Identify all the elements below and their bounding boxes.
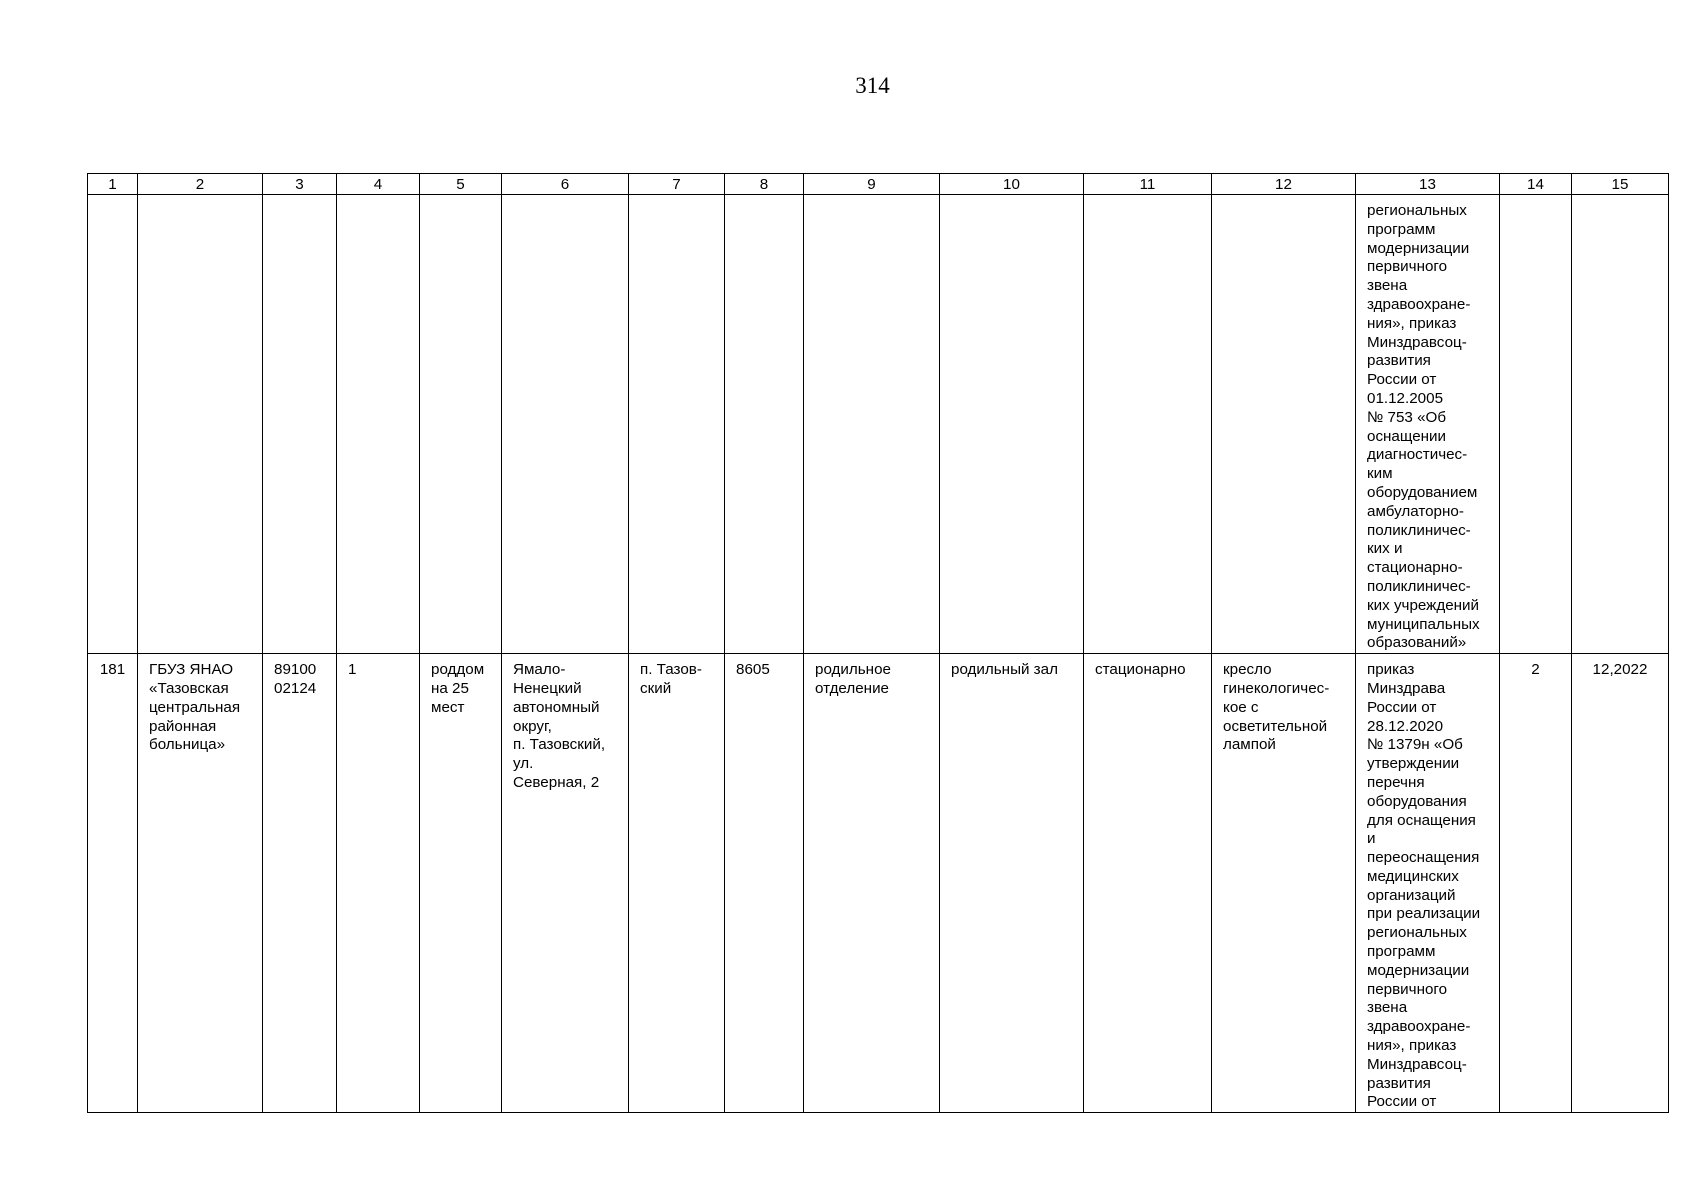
table-cell [1212,195,1356,654]
text-line: Ямало- [513,661,566,679]
table-row [88,654,1669,1113]
text-line: ния», приказ [1367,1037,1457,1055]
text-line: 01.12.2005 [1367,389,1444,407]
header-cell: 6 [502,174,629,195]
text-line: поликлиничес- [1367,521,1471,539]
text-line: амбулаторно- [1367,502,1464,520]
text-line: 02124 [274,679,317,697]
table-cell [804,195,940,654]
header-cell: 13 [1356,174,1500,195]
text-line: районная [149,717,217,735]
table-cell [725,654,804,1113]
table-cell [725,195,804,654]
text-line: развития [1367,352,1431,370]
table-cell [1084,195,1212,654]
header-cell: 12 [1212,174,1356,195]
care-type-cell [1084,654,1212,1113]
text-line: 12,2022 [1592,661,1648,679]
text-line: округ, [513,717,552,735]
text-line: для оснащения [1367,811,1476,829]
text-line: региональных [1367,202,1467,219]
header-cell: 7 [629,174,725,195]
facility-cell [420,654,502,1113]
table-cell [138,195,263,654]
text-line: России от [1367,1093,1437,1111]
text-line: «Тазовская [149,679,229,697]
text-line: п. Тазов- [640,661,702,679]
text-line: кресло [1223,661,1272,679]
text-line: лампой [1223,736,1276,754]
text-line: 8605 [736,661,770,679]
table-cell [1500,195,1572,654]
text-line: ким [1367,465,1393,483]
table-cell [88,195,138,654]
text-line: поликлиничес- [1367,577,1471,595]
address-cell [502,654,629,1113]
text-line: ких и [1367,540,1403,558]
text-line: Северная, 2 [513,773,600,791]
text-line: звена [1367,999,1408,1017]
text-line: медицинских [1367,867,1459,885]
text-line: 2 [1531,661,1540,679]
text-line: здравоохране- [1367,1018,1471,1036]
settlement-cell [629,654,725,1113]
text-line: центральная [149,698,241,716]
header-cell: 14 [1500,174,1572,195]
text-line: родильное [815,661,891,679]
text-line: звена [1367,277,1408,295]
header-row [88,174,1669,195]
table-cell [1572,195,1669,654]
quantity-cell [1500,654,1572,1113]
text-line: стационарно [1095,661,1186,679]
text-line: 1 [348,661,357,679]
text-line: региональных [1367,924,1467,942]
table-cell [502,195,629,654]
text-line: первичного [1367,258,1448,276]
header-cell: 3 [263,174,337,195]
text-line: утверждении [1367,755,1460,773]
text-line: оборудования [1367,792,1467,810]
text-line: п. Тазовский, [513,736,606,754]
text-line: стационарно- [1367,559,1463,577]
table-cell [337,654,420,1113]
header-cell: 10 [940,174,1084,195]
table-cell [629,195,725,654]
header-cell: 4 [337,174,420,195]
text-line: оснащении [1367,427,1447,445]
text-line: Минздравсоц- [1367,1055,1467,1073]
text-line: ГБУЗ ЯНАО [149,661,234,679]
text-line: России от [1367,371,1437,389]
text-line: Ненецкий [513,679,582,697]
text-line: ул. [513,755,534,773]
text-line: приказ [1367,661,1415,679]
text-line: и [1367,830,1376,848]
row-number-cell [88,654,138,1113]
text-line: муниципальных [1367,615,1480,633]
text-line: Минздрава [1367,679,1446,697]
text-line: развития [1367,1074,1431,1092]
text-line: образований» [1367,634,1467,652]
text-line: перечня [1367,773,1425,791]
date-cell [1572,654,1669,1113]
header-cell: 2 [138,174,263,195]
text-line: диагностичес- [1367,446,1468,464]
text-line: № 753 «Об [1367,408,1447,426]
text-line: организаций [1367,886,1456,904]
text-line: России от [1367,698,1437,716]
text-line: автономный [513,698,600,716]
text-line: мест [431,698,465,716]
text-line: модернизации [1367,961,1470,979]
text-line: 89100 [274,661,317,679]
text-line: № 1379н «Об [1367,736,1463,754]
text-line: ких учреждений [1367,596,1479,614]
table-cell [263,195,337,654]
text-line: первичного [1367,980,1448,998]
text-line: роддом [431,661,485,679]
header-cell: 8 [725,174,804,195]
text-line: гинекологичес- [1223,679,1330,697]
text-line: 181 [99,661,126,679]
header-cell: 15 [1572,174,1669,195]
text-line: переоснащения [1367,849,1480,867]
equipment-cell [1212,654,1356,1113]
header-cell: 11 [1084,174,1212,195]
text-line: больница» [149,736,226,754]
text-line: 28.12.2020 [1367,717,1444,735]
organization-cell [138,654,263,1113]
text-line: Минздравсоц- [1367,333,1467,351]
text-line: на 25 [431,679,469,697]
legal-basis-cell [1356,654,1500,1113]
text-line: ния», приказ [1367,314,1457,332]
text-line: здравоохране- [1367,295,1471,313]
page-number: 314 [855,73,890,98]
text-line: программ [1367,943,1436,961]
text-line: отделение [815,679,889,697]
text-line: кое с [1223,698,1259,716]
text-line: родильный зал [951,661,1058,679]
text-line: ский [640,679,672,697]
header-cell: 9 [804,174,940,195]
equipment-table [87,173,1669,1113]
text-line: осветительной [1223,717,1328,735]
text-line: программ [1367,220,1436,238]
department-cell [804,654,940,1113]
header-cell: 5 [420,174,502,195]
table-cell [940,195,1084,654]
room-cell [940,654,1084,1113]
table-cell [337,195,420,654]
continuation-row [88,195,1669,654]
table-cell [420,195,502,654]
legal-basis-cell [1356,195,1500,654]
code-cell [263,654,337,1113]
text-line: модернизации [1367,239,1470,257]
header-cell: 1 [88,174,138,195]
text-line: при реализации [1367,905,1481,923]
text-line: оборудованием [1367,483,1478,501]
